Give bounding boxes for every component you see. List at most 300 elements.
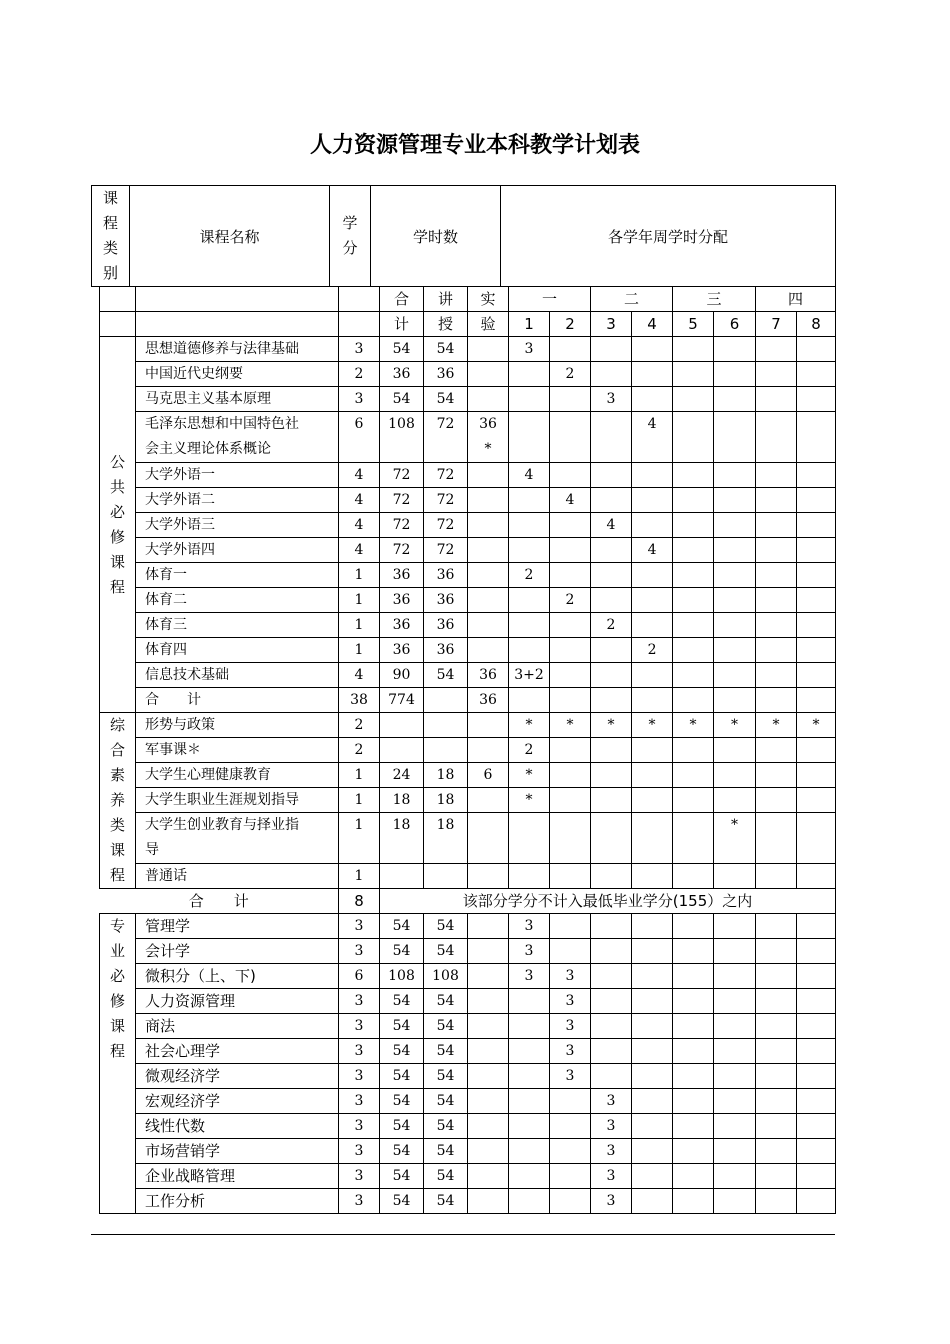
total-hours-cell: 36 bbox=[380, 588, 424, 613]
course-name: 大学外语四 bbox=[136, 538, 339, 563]
semester-7-cell bbox=[756, 1039, 797, 1064]
semester-8-cell bbox=[797, 688, 836, 713]
semester-8-cell bbox=[797, 1014, 836, 1039]
course-name: 大学外语三 bbox=[136, 513, 339, 538]
semester-7-cell bbox=[756, 1089, 797, 1114]
semester-1-cell bbox=[509, 1014, 550, 1039]
table-row bbox=[100, 1114, 836, 1139]
semester-4-cell: 4 bbox=[632, 538, 673, 563]
semester-2-cell bbox=[550, 1114, 591, 1139]
semester-8-cell bbox=[797, 337, 836, 362]
category-public: 公 共 必 修 课 程 bbox=[100, 337, 136, 713]
blank-cell bbox=[136, 287, 339, 312]
course-name: 宏观经济学 bbox=[136, 1089, 339, 1114]
table-row bbox=[100, 488, 836, 513]
semester-3-cell bbox=[591, 362, 632, 387]
course-name: 工作分析 bbox=[136, 1189, 339, 1214]
lecture-hours-cell: 108 bbox=[424, 964, 468, 989]
credit-cell: 3 bbox=[339, 989, 380, 1014]
semester-8-cell bbox=[797, 1114, 836, 1139]
semester-2-cell bbox=[550, 663, 591, 688]
credit-cell: 2 bbox=[339, 738, 380, 763]
semester-4-cell bbox=[632, 613, 673, 638]
semester-7-cell bbox=[756, 663, 797, 688]
total-hours-cell: 54 bbox=[380, 1164, 424, 1189]
semester-6-cell bbox=[714, 538, 756, 563]
credit-cell: 1 bbox=[339, 864, 380, 889]
total-hours-cell: 72 bbox=[380, 513, 424, 538]
total-hours-cell: 774 bbox=[380, 688, 424, 713]
semester-2-cell bbox=[550, 788, 591, 813]
total-hours-cell: 36 bbox=[380, 613, 424, 638]
semester-8-cell bbox=[797, 663, 836, 688]
semester-1-cell: * bbox=[509, 713, 550, 738]
semester-4-cell bbox=[632, 488, 673, 513]
semester-2-cell: 4 bbox=[550, 488, 591, 513]
summary-credit: 8 bbox=[339, 889, 380, 914]
semester-5-cell bbox=[673, 638, 714, 663]
lecture-hours-cell: 54 bbox=[424, 939, 468, 964]
semester-6-cell bbox=[714, 914, 756, 939]
credit-cell: 3 bbox=[339, 1089, 380, 1114]
semester-3-cell bbox=[591, 337, 632, 362]
semester-7-cell bbox=[756, 688, 797, 713]
semester-4-cell bbox=[632, 1114, 673, 1139]
table-row bbox=[100, 989, 836, 1014]
semester-8-cell bbox=[797, 1189, 836, 1214]
course-name: 市场营销学 bbox=[136, 1139, 339, 1164]
semester-4-cell: 4 bbox=[632, 412, 673, 463]
semester-7-cell bbox=[756, 538, 797, 563]
semester-6-cell bbox=[714, 1039, 756, 1064]
lab-hours-cell bbox=[468, 713, 509, 738]
semester-2-cell bbox=[550, 813, 591, 864]
credit-cell: 1 bbox=[339, 788, 380, 813]
table-row bbox=[100, 1089, 836, 1114]
table-row bbox=[100, 337, 836, 362]
semester-1-cell bbox=[509, 1089, 550, 1114]
semester-7-cell bbox=[756, 387, 797, 412]
lecture-hours-cell: 36 bbox=[424, 563, 468, 588]
table-row bbox=[100, 412, 836, 463]
semester-1-cell: * bbox=[509, 788, 550, 813]
table-row bbox=[100, 638, 836, 663]
semester-8-cell bbox=[797, 939, 836, 964]
lab-hours-cell bbox=[468, 638, 509, 663]
table-row bbox=[100, 1064, 836, 1089]
semester-7-cell bbox=[756, 964, 797, 989]
lecture-hours-cell: 54 bbox=[424, 1189, 468, 1214]
semester-3-cell bbox=[591, 688, 632, 713]
semester-1-cell bbox=[509, 488, 550, 513]
semester-5-cell bbox=[673, 989, 714, 1014]
semester-3-cell bbox=[591, 763, 632, 788]
semester-2-cell bbox=[550, 538, 591, 563]
semester-7-cell bbox=[756, 989, 797, 1014]
header-credit: 学 分 bbox=[330, 186, 371, 287]
credit-cell: 3 bbox=[339, 1014, 380, 1039]
credit-cell: 3 bbox=[339, 1164, 380, 1189]
semester-7-cell bbox=[756, 1189, 797, 1214]
lab-hours-cell bbox=[468, 387, 509, 412]
semester-1-cell: 3 bbox=[509, 939, 550, 964]
semester-6-cell bbox=[714, 588, 756, 613]
semester-8-cell bbox=[797, 1089, 836, 1114]
course-name: 信息技术基础 bbox=[136, 663, 339, 688]
table-row bbox=[100, 964, 836, 989]
total-hours-cell: 54 bbox=[380, 1139, 424, 1164]
semester-1-cell bbox=[509, 513, 550, 538]
semester-1-cell bbox=[509, 1164, 550, 1189]
lecture-hours-cell: 54 bbox=[424, 387, 468, 412]
course-name: 体育四 bbox=[136, 638, 339, 663]
semester-5-cell bbox=[673, 337, 714, 362]
semester-4-cell bbox=[632, 1089, 673, 1114]
lab-hours-cell bbox=[468, 864, 509, 889]
semester-2-cell: 3 bbox=[550, 989, 591, 1014]
semester-3-cell bbox=[591, 788, 632, 813]
lecture-hours-cell: 36 bbox=[424, 638, 468, 663]
semester-6-cell bbox=[714, 663, 756, 688]
semester-5-cell bbox=[673, 939, 714, 964]
semester-5-cell bbox=[673, 463, 714, 488]
lab-hours-cell bbox=[468, 1164, 509, 1189]
semester-2-cell: * bbox=[550, 713, 591, 738]
semester-8-cell bbox=[797, 914, 836, 939]
semester-5-cell bbox=[673, 864, 714, 889]
semester-3-cell bbox=[591, 989, 632, 1014]
semester-8-cell bbox=[797, 989, 836, 1014]
semester-1-cell bbox=[509, 813, 550, 864]
course-name: 合 计 bbox=[136, 688, 339, 713]
semester-8-cell: * bbox=[797, 713, 836, 738]
lab-hours-cell bbox=[468, 463, 509, 488]
semester-5-cell bbox=[673, 412, 714, 463]
semester-3-cell bbox=[591, 1039, 632, 1064]
lecture-hours-cell bbox=[424, 738, 468, 763]
semester-3-cell: 3 bbox=[591, 1139, 632, 1164]
course-name: 线性代数 bbox=[136, 1114, 339, 1139]
course-name: 人力资源管理 bbox=[136, 989, 339, 1014]
semester-3-cell: 3 bbox=[591, 1189, 632, 1214]
semester-4-cell bbox=[632, 1014, 673, 1039]
semester-2-cell: 3 bbox=[550, 964, 591, 989]
blank-cell bbox=[100, 312, 136, 337]
table-row bbox=[100, 738, 836, 763]
subheader-total: 计 bbox=[380, 312, 424, 337]
semester-7-cell bbox=[756, 412, 797, 463]
course-name: 体育一 bbox=[136, 563, 339, 588]
semester-7-cell bbox=[756, 864, 797, 889]
year-1: 一 bbox=[509, 287, 591, 312]
table-row bbox=[100, 563, 836, 588]
semester-8-cell bbox=[797, 813, 836, 864]
total-hours-cell: 54 bbox=[380, 1039, 424, 1064]
semester-3-cell bbox=[591, 463, 632, 488]
table-row bbox=[100, 864, 836, 889]
lecture-hours-cell: 54 bbox=[424, 1089, 468, 1114]
credit-cell: 3 bbox=[339, 1139, 380, 1164]
semester-4-cell bbox=[632, 1039, 673, 1064]
total-hours-cell: 54 bbox=[380, 1064, 424, 1089]
semester-4-cell bbox=[632, 1189, 673, 1214]
semester-5-cell bbox=[673, 538, 714, 563]
semester-6-cell bbox=[714, 513, 756, 538]
semester-4-cell bbox=[632, 688, 673, 713]
semester-8-cell bbox=[797, 412, 836, 463]
semester-1-cell bbox=[509, 989, 550, 1014]
semester-8-cell bbox=[797, 563, 836, 588]
semester-4: 4 bbox=[632, 312, 673, 337]
course-name: 会计学 bbox=[136, 939, 339, 964]
semester-5-cell bbox=[673, 613, 714, 638]
semester-5-cell bbox=[673, 788, 714, 813]
category-major: 专 业 必 修 课 程 bbox=[100, 914, 136, 1214]
semester-3-cell bbox=[591, 488, 632, 513]
semester-5-cell: * bbox=[673, 713, 714, 738]
course-name: 大学生创业教育与择业指 导 bbox=[136, 813, 339, 864]
table-row bbox=[100, 588, 836, 613]
semester-6-cell bbox=[714, 763, 756, 788]
course-name: 形势与政策 bbox=[136, 713, 339, 738]
semester-1-cell: 3+2 bbox=[509, 663, 550, 688]
semester-8-cell bbox=[797, 387, 836, 412]
semester-7-cell bbox=[756, 1139, 797, 1164]
semester-6-cell bbox=[714, 864, 756, 889]
semester-8-cell bbox=[797, 638, 836, 663]
semester-5-cell bbox=[673, 914, 714, 939]
credit-cell: 3 bbox=[339, 939, 380, 964]
semester-6-cell bbox=[714, 964, 756, 989]
semester-7-cell bbox=[756, 613, 797, 638]
semester-2-cell bbox=[550, 412, 591, 463]
semester-8-cell bbox=[797, 513, 836, 538]
semester-5-cell bbox=[673, 1089, 714, 1114]
semester-1: 1 bbox=[509, 312, 550, 337]
semester-7-cell bbox=[756, 488, 797, 513]
semester-5-cell bbox=[673, 513, 714, 538]
semester-2-cell: 2 bbox=[550, 588, 591, 613]
semester-6-cell bbox=[714, 638, 756, 663]
semester-3-cell bbox=[591, 864, 632, 889]
semester-4-cell bbox=[632, 387, 673, 412]
table-bottom-line bbox=[91, 1234, 835, 1235]
semester-3-cell bbox=[591, 939, 632, 964]
table-row bbox=[100, 1039, 836, 1064]
semester-1-cell: * bbox=[509, 763, 550, 788]
semester-6-cell bbox=[714, 1014, 756, 1039]
blank-cell bbox=[339, 287, 380, 312]
semester-1-cell: 3 bbox=[509, 337, 550, 362]
credit-cell: 6 bbox=[339, 412, 380, 463]
lab-hours-cell bbox=[468, 1014, 509, 1039]
semester-7-cell bbox=[756, 563, 797, 588]
lab-hours-cell bbox=[468, 813, 509, 864]
semester-6-cell bbox=[714, 1064, 756, 1089]
lecture-hours-cell: 54 bbox=[424, 989, 468, 1014]
semester-2-cell bbox=[550, 688, 591, 713]
course-name: 大学外语二 bbox=[136, 488, 339, 513]
total-hours-cell: 72 bbox=[380, 463, 424, 488]
lab-hours-cell bbox=[468, 488, 509, 513]
total-hours-cell: 54 bbox=[380, 989, 424, 1014]
total-hours-cell: 72 bbox=[380, 488, 424, 513]
total-hours-cell: 36 bbox=[380, 362, 424, 387]
semester-5-cell bbox=[673, 563, 714, 588]
lab-hours-cell bbox=[468, 788, 509, 813]
semester-4-cell bbox=[632, 563, 673, 588]
subheader-row-1 bbox=[100, 287, 836, 312]
lecture-hours-cell bbox=[424, 713, 468, 738]
header-distribution: 各学年周学时分配 bbox=[501, 186, 836, 287]
total-hours-cell: 108 bbox=[380, 412, 424, 463]
semester-1-cell bbox=[509, 588, 550, 613]
semester-4-cell bbox=[632, 463, 673, 488]
lecture-hours-cell: 72 bbox=[424, 538, 468, 563]
semester-4-cell bbox=[632, 738, 673, 763]
total-hours-cell: 54 bbox=[380, 939, 424, 964]
semester-7-cell bbox=[756, 763, 797, 788]
semester-7-cell bbox=[756, 914, 797, 939]
semester-2-cell bbox=[550, 914, 591, 939]
semester-8-cell bbox=[797, 1139, 836, 1164]
semester-6-cell: * bbox=[714, 813, 756, 864]
course-name: 体育二 bbox=[136, 588, 339, 613]
semester-7-cell bbox=[756, 1114, 797, 1139]
lecture-hours-cell bbox=[424, 688, 468, 713]
semester-1-cell bbox=[509, 387, 550, 412]
table-row bbox=[100, 463, 836, 488]
semester-2-cell: 3 bbox=[550, 1039, 591, 1064]
lab-hours-cell bbox=[468, 588, 509, 613]
semester-8-cell bbox=[797, 362, 836, 387]
semester-2-cell bbox=[550, 613, 591, 638]
semester-7: 7 bbox=[756, 312, 797, 337]
table-row bbox=[100, 914, 836, 939]
lecture-hours-cell: 72 bbox=[424, 513, 468, 538]
semester-1-cell bbox=[509, 1114, 550, 1139]
lab-hours-cell bbox=[468, 939, 509, 964]
semester-4-cell: 2 bbox=[632, 638, 673, 663]
lab-hours-cell bbox=[468, 1039, 509, 1064]
credit-cell: 3 bbox=[339, 914, 380, 939]
course-name: 商法 bbox=[136, 1014, 339, 1039]
semester-6-cell bbox=[714, 337, 756, 362]
semester-1-cell: 2 bbox=[509, 563, 550, 588]
semester-1-cell bbox=[509, 688, 550, 713]
semester-4-cell: * bbox=[632, 713, 673, 738]
page-title: 人力资源管理专业本科教学计划表 bbox=[309, 132, 640, 158]
semester-5-cell bbox=[673, 1114, 714, 1139]
year-3: 三 bbox=[673, 287, 756, 312]
lecture-hours-cell: 36 bbox=[424, 588, 468, 613]
subheader-lab: 验 bbox=[468, 312, 509, 337]
semester-8-cell bbox=[797, 538, 836, 563]
semester-4-cell bbox=[632, 1064, 673, 1089]
course-name: 思想道德修养与法律基础 bbox=[136, 337, 339, 362]
total-hours-cell: 54 bbox=[380, 1089, 424, 1114]
semester-2-cell bbox=[550, 638, 591, 663]
blank-cell bbox=[136, 312, 339, 337]
semester-6-cell bbox=[714, 939, 756, 964]
year-4: 四 bbox=[756, 287, 836, 312]
lecture-hours-cell: 54 bbox=[424, 1164, 468, 1189]
table-row bbox=[100, 387, 836, 412]
semester-2-cell: 3 bbox=[550, 1014, 591, 1039]
course-name: 毛泽东思想和中国特色社 会主义理论体系概论 bbox=[136, 412, 339, 463]
semester-3-cell: 3 bbox=[591, 1089, 632, 1114]
semester-7-cell bbox=[756, 638, 797, 663]
semester-6-cell bbox=[714, 463, 756, 488]
lecture-hours-cell: 54 bbox=[424, 914, 468, 939]
semester-2-cell: 3 bbox=[550, 1064, 591, 1089]
credit-cell: 4 bbox=[339, 488, 380, 513]
semester-6-cell bbox=[714, 738, 756, 763]
table-row bbox=[100, 688, 836, 713]
semester-8-cell bbox=[797, 1064, 836, 1089]
semester-8-cell bbox=[797, 763, 836, 788]
table-header bbox=[91, 185, 836, 287]
total-hours-cell: 36 bbox=[380, 638, 424, 663]
semester-4-cell bbox=[632, 914, 673, 939]
lecture-hours-cell bbox=[424, 864, 468, 889]
credit-cell: 1 bbox=[339, 613, 380, 638]
credit-cell: 3 bbox=[339, 387, 380, 412]
semester-5-cell bbox=[673, 964, 714, 989]
credit-cell: 1 bbox=[339, 588, 380, 613]
credit-cell: 3 bbox=[339, 1189, 380, 1214]
semester-7-cell bbox=[756, 813, 797, 864]
semester-3-cell bbox=[591, 563, 632, 588]
semester-5-cell bbox=[673, 588, 714, 613]
semester-2-cell bbox=[550, 1189, 591, 1214]
semester-3: 3 bbox=[591, 312, 632, 337]
semester-3-cell: 4 bbox=[591, 513, 632, 538]
semester-5-cell bbox=[673, 387, 714, 412]
semester-2-cell: 2 bbox=[550, 362, 591, 387]
semester-1-cell: 4 bbox=[509, 463, 550, 488]
lab-hours-cell: 36 bbox=[468, 663, 509, 688]
lab-hours-cell bbox=[468, 513, 509, 538]
table-row bbox=[100, 538, 836, 563]
semester-4-cell bbox=[632, 362, 673, 387]
credit-cell: 38 bbox=[339, 688, 380, 713]
lecture-hours-cell: 54 bbox=[424, 1114, 468, 1139]
semester-4-cell bbox=[632, 989, 673, 1014]
semester-4-cell bbox=[632, 1139, 673, 1164]
lab-hours-cell bbox=[468, 1189, 509, 1214]
course-name: 社会心理学 bbox=[136, 1039, 339, 1064]
lab-hours-cell bbox=[468, 362, 509, 387]
credit-cell: 2 bbox=[339, 362, 380, 387]
semester-6-cell bbox=[714, 1189, 756, 1214]
lecture-hours-cell: 54 bbox=[424, 663, 468, 688]
semester-2-cell bbox=[550, 513, 591, 538]
subheader-lab: 实 bbox=[468, 287, 509, 312]
course-name: 企业战略管理 bbox=[136, 1164, 339, 1189]
semester-3-cell bbox=[591, 588, 632, 613]
semester-3-cell bbox=[591, 1014, 632, 1039]
semester-6-cell bbox=[714, 1164, 756, 1189]
course-name: 体育三 bbox=[136, 613, 339, 638]
semester-7-cell bbox=[756, 738, 797, 763]
table-row bbox=[100, 1139, 836, 1164]
lecture-hours-cell: 54 bbox=[424, 1014, 468, 1039]
credit-cell: 3 bbox=[339, 1064, 380, 1089]
semester-3-cell bbox=[591, 813, 632, 864]
total-hours-cell bbox=[380, 864, 424, 889]
header-category: 课 程 类 别 bbox=[92, 186, 130, 287]
